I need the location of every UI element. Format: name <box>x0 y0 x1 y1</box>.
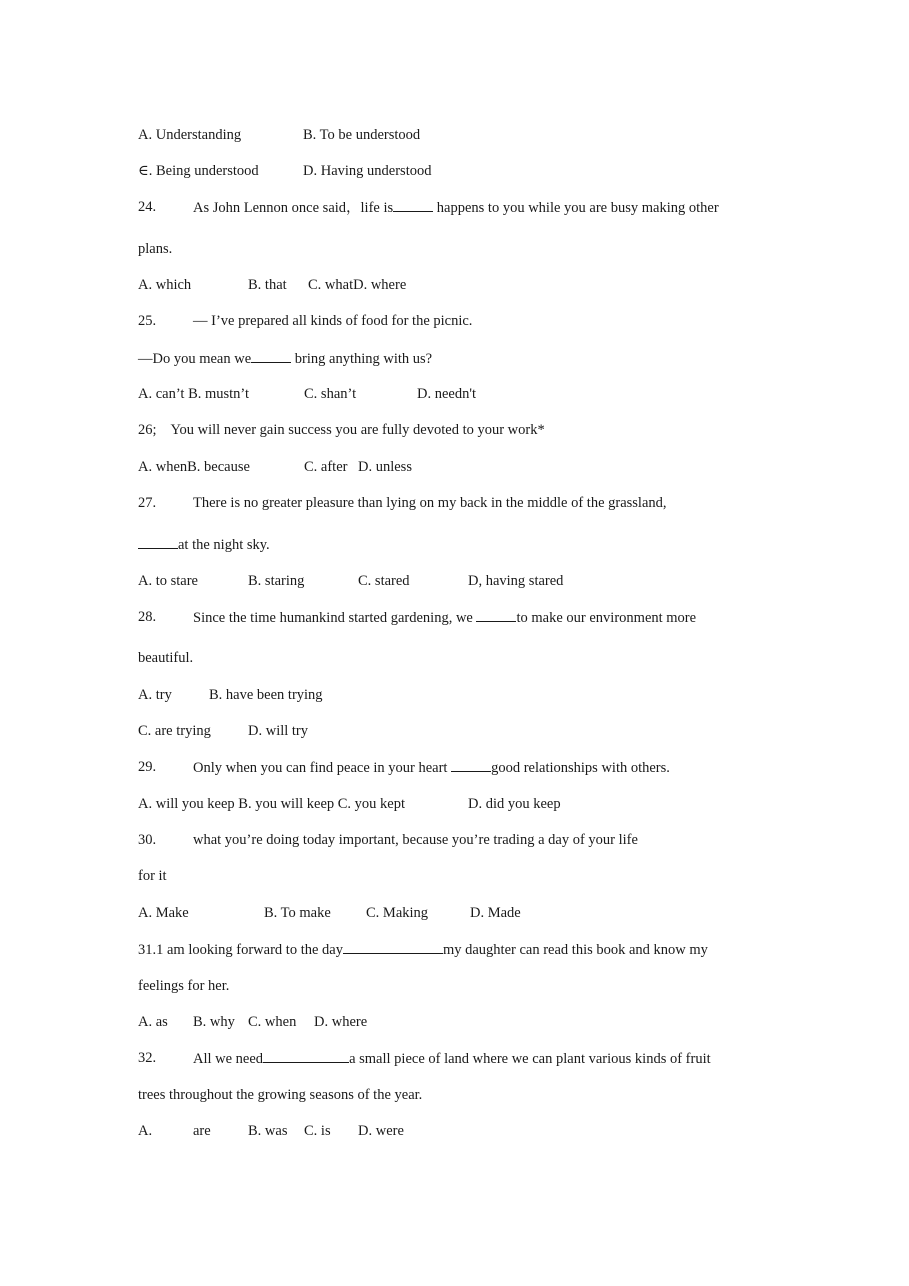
q25-line2 <box>138 349 432 368</box>
q25-number: 25. <box>138 313 157 329</box>
q23-option-c: ∈. Being understood <box>138 163 259 179</box>
q25-option-ab: A. can’t B. mustn’t <box>138 386 250 402</box>
q24-stem-text <box>193 198 719 217</box>
q27-text-after: at the night sky. <box>178 537 270 553</box>
q31-text-before: 31.1 am looking forward to the day <box>138 942 343 958</box>
q24-answer-blank <box>393 198 433 212</box>
q25-text-after: bring anything with us? <box>291 351 433 367</box>
q24-text-before: As John Lennon once said，life is <box>193 200 394 216</box>
q30-number: 30. <box>138 832 157 848</box>
q31-stem <box>138 940 708 959</box>
q24-text-after: happens to you while you are busy making other <box>433 200 719 216</box>
q27-text: There is no greater pleasure than lying on my back in the middle of the grassland, <box>193 495 667 511</box>
q28-option-d: D. will try <box>248 723 309 739</box>
q32-option-d: D. were <box>358 1123 404 1139</box>
q30-option-a: A. Make <box>138 905 189 921</box>
q29-stem-text <box>193 758 670 777</box>
q26-option-ab: A. whenB. because <box>138 459 250 475</box>
q28-stem-cont: beautiful. <box>138 650 194 666</box>
q25-text-before: —Do you mean we <box>138 351 252 367</box>
q32-option-c: C. is <box>304 1123 331 1139</box>
q29-option-d: D. did you keep <box>468 796 561 812</box>
q30-text: what you’re doing today important, because you’re trading a day of your life <box>193 832 638 848</box>
q32-option-a-text: are <box>193 1123 211 1139</box>
q24-number: 24. <box>138 199 157 215</box>
q30-option-d: D. Made <box>470 905 521 921</box>
q27-number: 27. <box>138 495 157 511</box>
q26-stem: 26; You will never gain success you are fully devoted to your work* <box>138 422 545 438</box>
q28-stem-text <box>193 608 696 627</box>
q31-option-c: C. when <box>248 1014 297 1030</box>
q23-option-d: D. Having understood <box>303 163 432 179</box>
q29-number: 29. <box>138 759 157 775</box>
q23-option-a: A. Understanding <box>138 127 242 143</box>
q28-text-before: Since the time humankind started gardening, we <box>193 610 477 626</box>
q32-stem-text <box>193 1049 711 1068</box>
q30-option-b: B. To make <box>264 905 331 921</box>
q30-option-c: C. Making <box>366 905 429 921</box>
q27-option-d: D, having stared <box>468 573 564 589</box>
q28-option-a: A. try <box>138 687 172 703</box>
q24-option-cd: C. whatD. where <box>308 277 407 293</box>
q29-option-abc: A. will you keep B. you will keep C. you kept <box>138 796 406 812</box>
q32-options <box>138 1122 404 1248</box>
q32-number: 32. <box>138 1050 157 1066</box>
q25-option-c: C. shan’t <box>304 386 357 402</box>
q28-option-c: C. are trying <box>138 723 211 739</box>
q24-option-a: A. which <box>138 277 192 293</box>
q27-option-a: A. to stare <box>138 573 198 589</box>
q27-option-c: C. stared <box>358 573 410 589</box>
q26-option-d: D. unless <box>358 459 412 475</box>
q31-answer-blank <box>343 940 443 954</box>
q25-option-d: D. needn't <box>417 386 476 402</box>
q29-answer-blank <box>451 758 491 772</box>
q24-option-b: B. that <box>248 277 287 293</box>
q31-text-after: my daughter can read this book and know my <box>442 942 708 958</box>
q28-option-b: B. have been trying <box>209 687 323 703</box>
q26-option-c: C. after <box>304 459 348 475</box>
q28-number: 28. <box>138 609 157 625</box>
q32-text-before: All we need <box>193 1051 264 1067</box>
q32-stem-cont: trees throughout the growing seasons of the year. <box>138 1087 423 1103</box>
q32-text-after: a small piece of land where we can plant various kinds of fruit <box>349 1051 711 1067</box>
q30-stem-cont: for it <box>138 868 167 884</box>
q29-text-before: Only when you can find peace in your heart <box>193 760 452 776</box>
q32-option-b: B. was <box>248 1123 288 1139</box>
q28-answer-blank <box>476 608 516 622</box>
q24-stem-cont: plans. <box>138 241 173 257</box>
q28-text-after: to make our environment more <box>516 610 697 626</box>
q25-line1: — I’ve prepared all kinds of food for the picnic. <box>193 313 473 329</box>
q32-option-a-label: A. <box>138 1123 153 1139</box>
q31-option-d: D. where <box>314 1014 368 1030</box>
q31-option-a: A. as <box>138 1014 168 1030</box>
q27-stem-cont <box>138 535 270 554</box>
q32-answer-blank <box>263 1049 349 1063</box>
q27-option-b: B. staring <box>248 573 305 589</box>
q27-answer-blank <box>138 535 178 549</box>
q31-stem-cont: feelings for her. <box>138 978 230 994</box>
q31-option-b: B. why <box>193 1014 235 1030</box>
q29-text-after: good relationships with others. <box>491 760 670 776</box>
q23-option-b: B. To be understood <box>303 127 421 143</box>
q25-answer-blank <box>251 349 291 363</box>
